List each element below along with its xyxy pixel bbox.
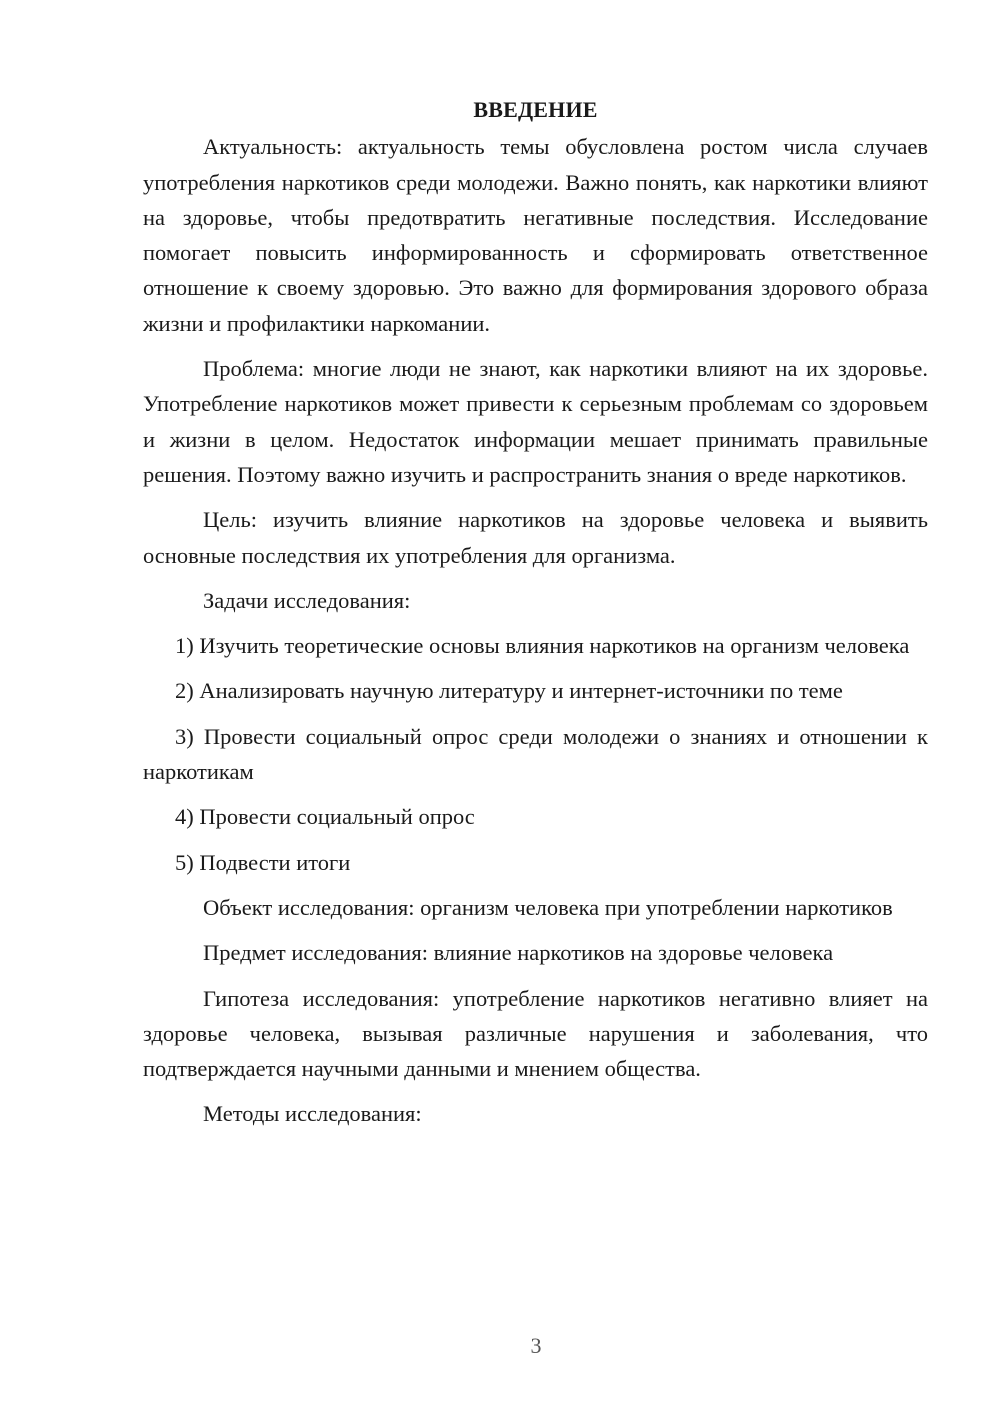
object-paragraph: Объект исследования: организм человека при употреблении наркотиков [203, 894, 893, 920]
section-title: ВВЕДЕНИЕ [473, 97, 598, 122]
task-item-5: 5) Подвести итоги [175, 849, 351, 875]
subject-paragraph: Предмет исследования: влияние наркотиков на здоровье человека [203, 940, 834, 966]
task-item-2: 2) Анализировать научную литературу и интернет-источники по теме [175, 678, 843, 704]
methods-heading: Методы исследования: [203, 1101, 422, 1127]
hypothesis-paragraph: Гипотеза исследования: употребление наркотиков негативно влияет на здоровье человека, вызывая различные нарушения и заболевания, что подтверждается научными данными и мнением общества. [143, 985, 928, 1082]
task-item-4: 4) Провести социальный опрос [175, 804, 475, 830]
tasks-list [143, 628, 928, 880]
task-item-1: 1) Изучить теоретические основы влияния наркотиков на организм человека [175, 633, 910, 659]
page-number: 3 [530, 1333, 542, 1358]
tasks-heading: Задачи исследования: [203, 587, 411, 613]
relevance-paragraph: Актуальность: актуальность темы обусловлена ростом числа случаев употребления наркотиков среди молодежи. Важно понять, как наркотики влияют на здоровье, чтобы предотвратить негативные последствия. Исследование помогает повысить информированность и сформировать ответственное отношение к своему здоровью. Это важно для формирования здорового образа жизни и профилактики наркомании. [143, 134, 928, 336]
goal-paragraph: Цель: изучить влияние наркотиков на здоровье человека и выявить основные последствия их употребления для организма. [143, 507, 928, 568]
problem-paragraph: Проблема: многие люди не знают, как наркотики влияют на их здоровье. Употребление наркотиков может привести к серьезным проблемам со здоровьем и жизни в целом. Недостаток информации мешает принимать правильные решения. Поэтому важно изучить и распространить знания о вреде наркотиков. [143, 356, 928, 487]
page-content [143, 92, 928, 1142]
task-item-3: 3) Провести социальный опрос среди молодежи о знаниях и отношении к наркотикам [143, 723, 928, 785]
